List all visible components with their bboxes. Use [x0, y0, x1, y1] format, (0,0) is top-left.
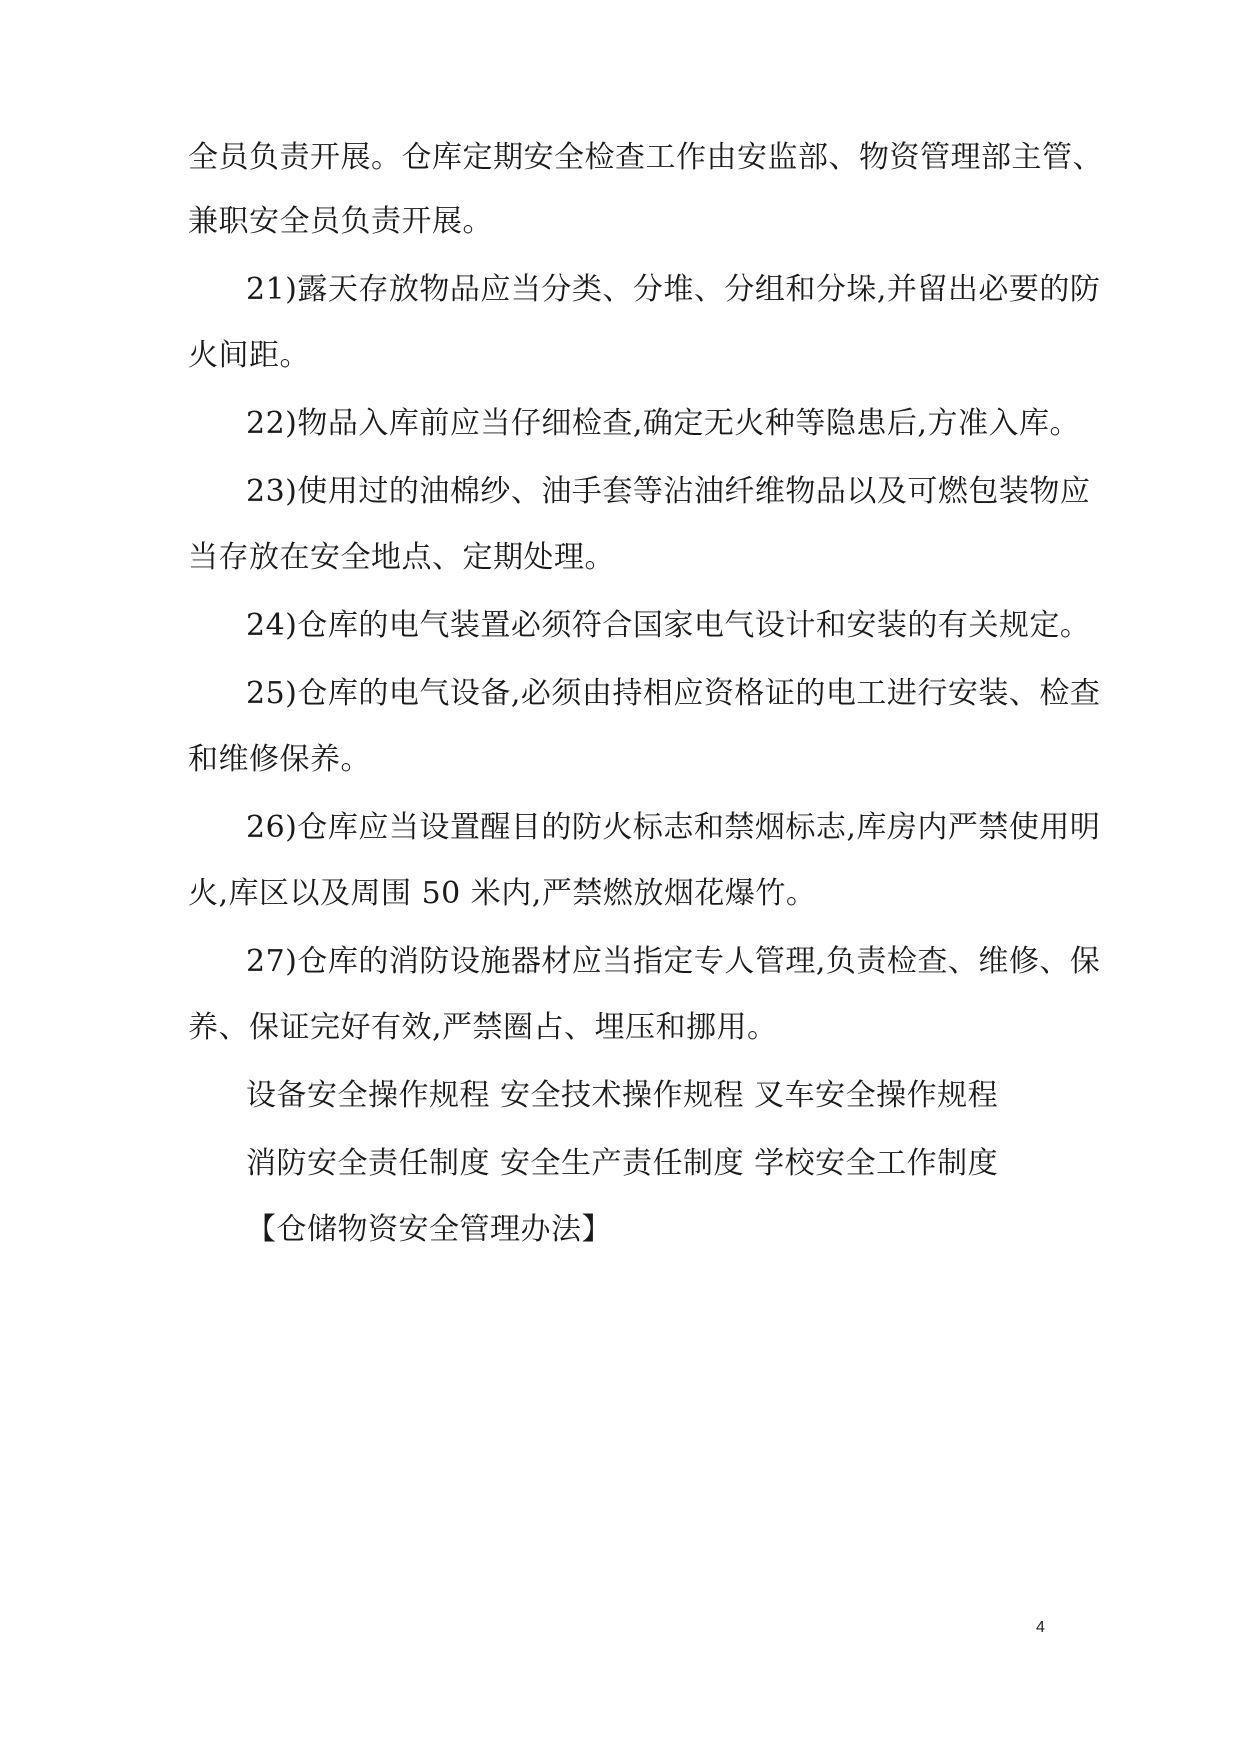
text-line-10: 和维修保养。 — [188, 742, 371, 777]
text-line-4: 火间距。 — [188, 338, 310, 373]
text-line-14: 养、保证完好有效,严禁圈占、埋压和挪用。 — [188, 1010, 778, 1045]
text-line-8: 24)仓库的电气装置必须符合国家电气设计和安装的有关规定。 — [246, 608, 1091, 643]
text-line-2: 兼职安全员负责开展。 — [188, 204, 493, 239]
text-line-16: 消防安全责任制度 安全生产责任制度 学校安全工作制度 — [246, 1146, 999, 1181]
text-line-1: 全员负责开展。仓库定期安全检查工作由安监部、物资管理部主管、 — [188, 140, 1103, 175]
text-line-9: 25)仓库的电气设备,必须由持相应资格证的电工进行安装、检查 — [246, 676, 1101, 711]
text-line-15: 设备安全操作规程 安全技术操作规程 叉车安全操作规程 — [246, 1078, 999, 1113]
text-line-13: 27)仓库的消防设施器材应当指定专人管理,负责检查、维修、保 — [246, 944, 1101, 979]
text-line-11: 26)仓库应当设置醒目的防火标志和禁烟标志,库房内严禁使用明 — [246, 810, 1101, 845]
text-line-6: 23)使用过的油棉纱、油手套等沾油纤维物品以及可燃包装物应 — [246, 474, 1091, 509]
page-number: 4 — [1036, 1619, 1045, 1636]
text-line-12: 火,库区以及周围 50 米内,严禁燃放烟花爆竹。 — [188, 876, 817, 911]
text-line-3: 21)露天存放物品应当分类、分堆、分组和分垛,并留出必要的防 — [246, 272, 1101, 307]
text-line-17: 【仓储物资安全管理办法】 — [246, 1212, 612, 1247]
text-line-7: 当存放在安全地点、定期处理。 — [188, 540, 615, 575]
text-line-5: 22)物品入库前应当仔细检查,确定无火种等隐患后,方准入库。 — [246, 406, 1080, 441]
